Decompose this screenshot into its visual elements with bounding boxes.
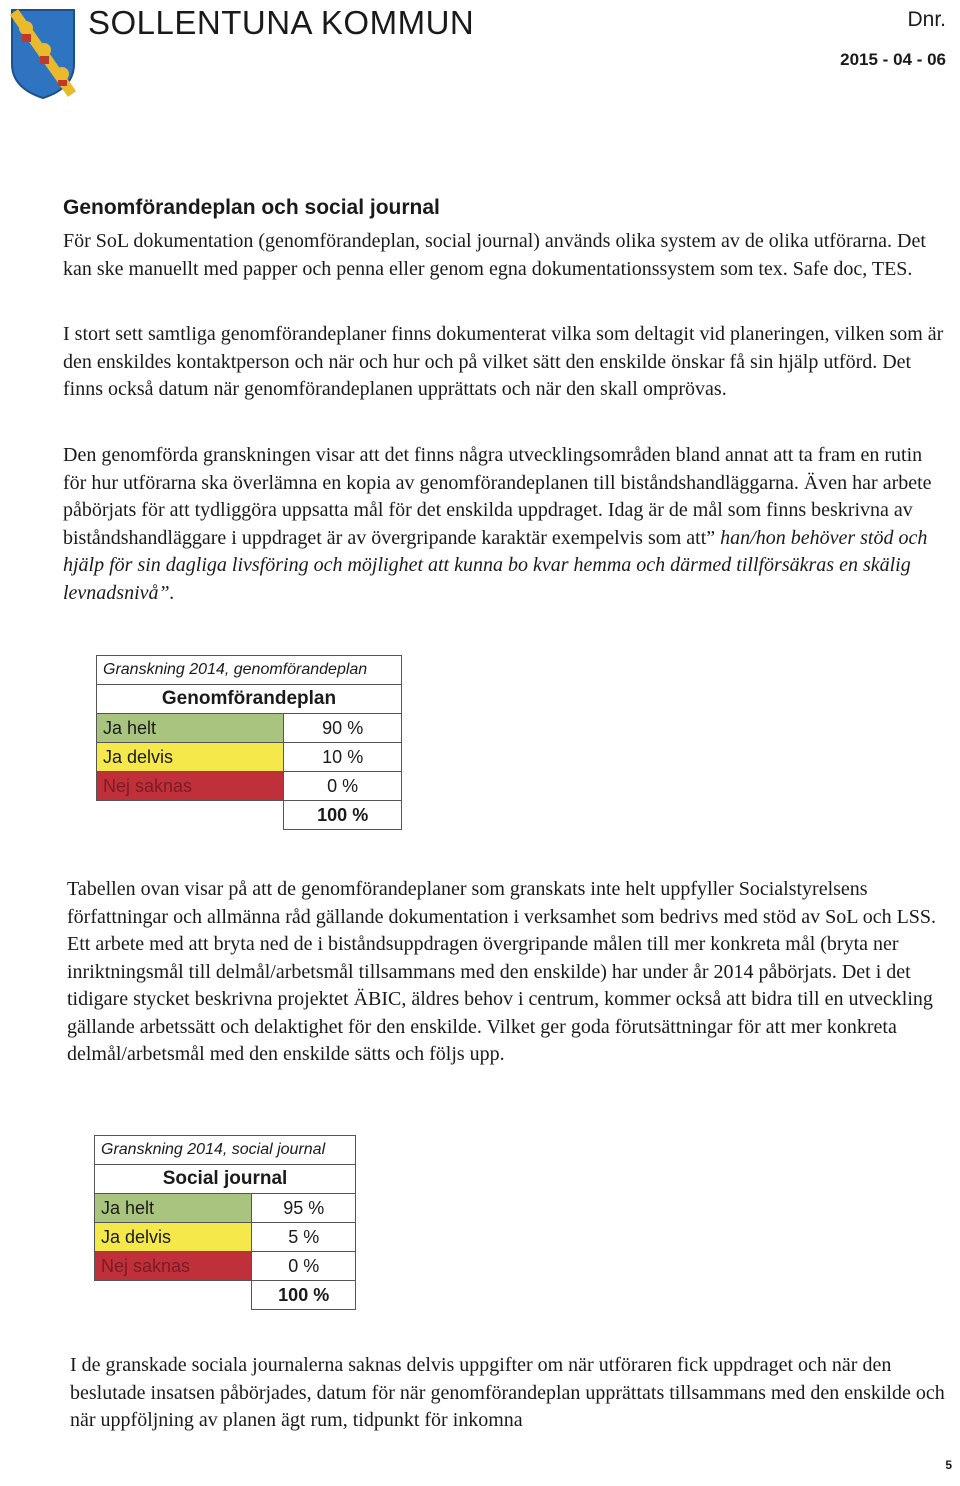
row-label: Ja helt xyxy=(95,1194,252,1223)
table-total: 100 % xyxy=(252,1281,356,1310)
table-row xyxy=(97,772,402,801)
page-number: 5 xyxy=(945,1458,952,1472)
table-caption: Granskning 2014, genomförandeplan xyxy=(97,656,402,685)
paragraph-3-text: Den genomförda granskningen visar att det finns några utvecklingsområden bland annat att ta fram en rutin för hur utförarna ska överlämna en kopia av genomförandeplanen till biståndshandläggarna. Även har arbete påbörjats för att tydliggöra uppsatta mål för det enskilda uppdraget. Idag är de mål som finns beskrivna av biståndshandläggare i uppdraget är av övergripande karaktär exempelvis som att” xyxy=(63,444,932,549)
empty-cell xyxy=(97,801,284,830)
municipality-crest-logo xyxy=(8,6,78,100)
row-value: 5 % xyxy=(252,1223,356,1252)
paragraph-2: I stort sett samtliga genomförandeplaner finns dokumenterat vilka som deltagit vid planeringen, vilken som är den enskildes kontaktperson och när och hur och på vilket sätt den enskilde önskar få sin hjälp utförd. Det finns också datum när genomförandeplanen upprättats och när den skall omprövas. xyxy=(63,323,944,400)
paragraph-3 xyxy=(63,442,947,607)
row-value: 0 % xyxy=(284,772,402,801)
row-value: 0 % xyxy=(252,1252,356,1281)
row-label: Nej saknas xyxy=(95,1252,252,1281)
row-value: 10 % xyxy=(284,743,402,772)
table-title: Social journal xyxy=(95,1165,356,1194)
paragraph-4: Tabellen ovan visar på att de genomförandeplaner som granskats inte helt uppfyller Socialstyrelsens författningar och allmänna råd gällande dokumentation i verksamhet som bedrivs med stöd av SoL och LSS. Ett arbete med att bryta ned de i biståndsuppdragen övergripande målen till mer konkreta mål (bryta ner inriktningsmål till delmål/arbetsmål tillsammans med den enskilde) har under år 2014 påbörjats. Det i det tidigare stycket beskrivna projektet ÄBIC, äldres behov i centrum, kommer också att bidra till en utveckling gällande arbetssätt och delaktighet för den enskilde. Vilket ger goda förutsättningar för att mer konkreta delmål/arbetsmål med den enskilde sätts och följs upp. xyxy=(67,878,937,1065)
row-value: 90 % xyxy=(284,714,402,743)
table-social-journal xyxy=(94,1135,356,1310)
paragraph-5: I de granskade sociala journalerna saknas delvis uppgifter om när utföraren fick uppdraget och när den beslutade insatsen påbörjades, datum för när genomförandeplan upprättats tillsammans med den enskilde och när uppföljning av planen ägt rum, tidpunkt för inkomna xyxy=(70,1354,945,1431)
table-row xyxy=(95,1252,356,1281)
table-caption: Granskning 2014, social journal xyxy=(95,1136,356,1165)
paragraph-3-quote: han/hon behöver stöd och hjälp för sin dagliga livsföring och möjlighet att kunna bo kvar hemma och därmed tillförsäkras en skälig levnadsnivå”. xyxy=(63,526,928,604)
table-row xyxy=(95,1194,356,1223)
row-label: Ja delvis xyxy=(97,743,284,772)
row-label: Ja helt xyxy=(97,714,284,743)
row-label: Ja delvis xyxy=(95,1223,252,1252)
table-total: 100 % xyxy=(284,801,402,830)
section-heading: Genomförandeplan och social journal xyxy=(63,196,440,219)
table-row xyxy=(97,743,402,772)
organization-name: SOLLENTUNA KOMMUN xyxy=(88,4,475,41)
paragraph-1: För SoL dokumentation (genomförandeplan, social journal) används olika system av de olika utförarna. Det kan ske manuellt med papper och penna eller genom egna dokumentationssystem som tex. Safe doc, TES. xyxy=(63,230,926,280)
dnr-label: Dnr. xyxy=(907,8,946,31)
document-date: 2015 - 04 - 06 xyxy=(840,50,946,69)
table-genomforandeplan xyxy=(96,655,402,830)
empty-cell xyxy=(95,1281,252,1310)
row-label: Nej saknas xyxy=(97,772,284,801)
table-row xyxy=(97,714,402,743)
row-value: 95 % xyxy=(252,1194,356,1223)
table-row xyxy=(95,1223,356,1252)
table-title: Genomförandeplan xyxy=(97,685,402,714)
